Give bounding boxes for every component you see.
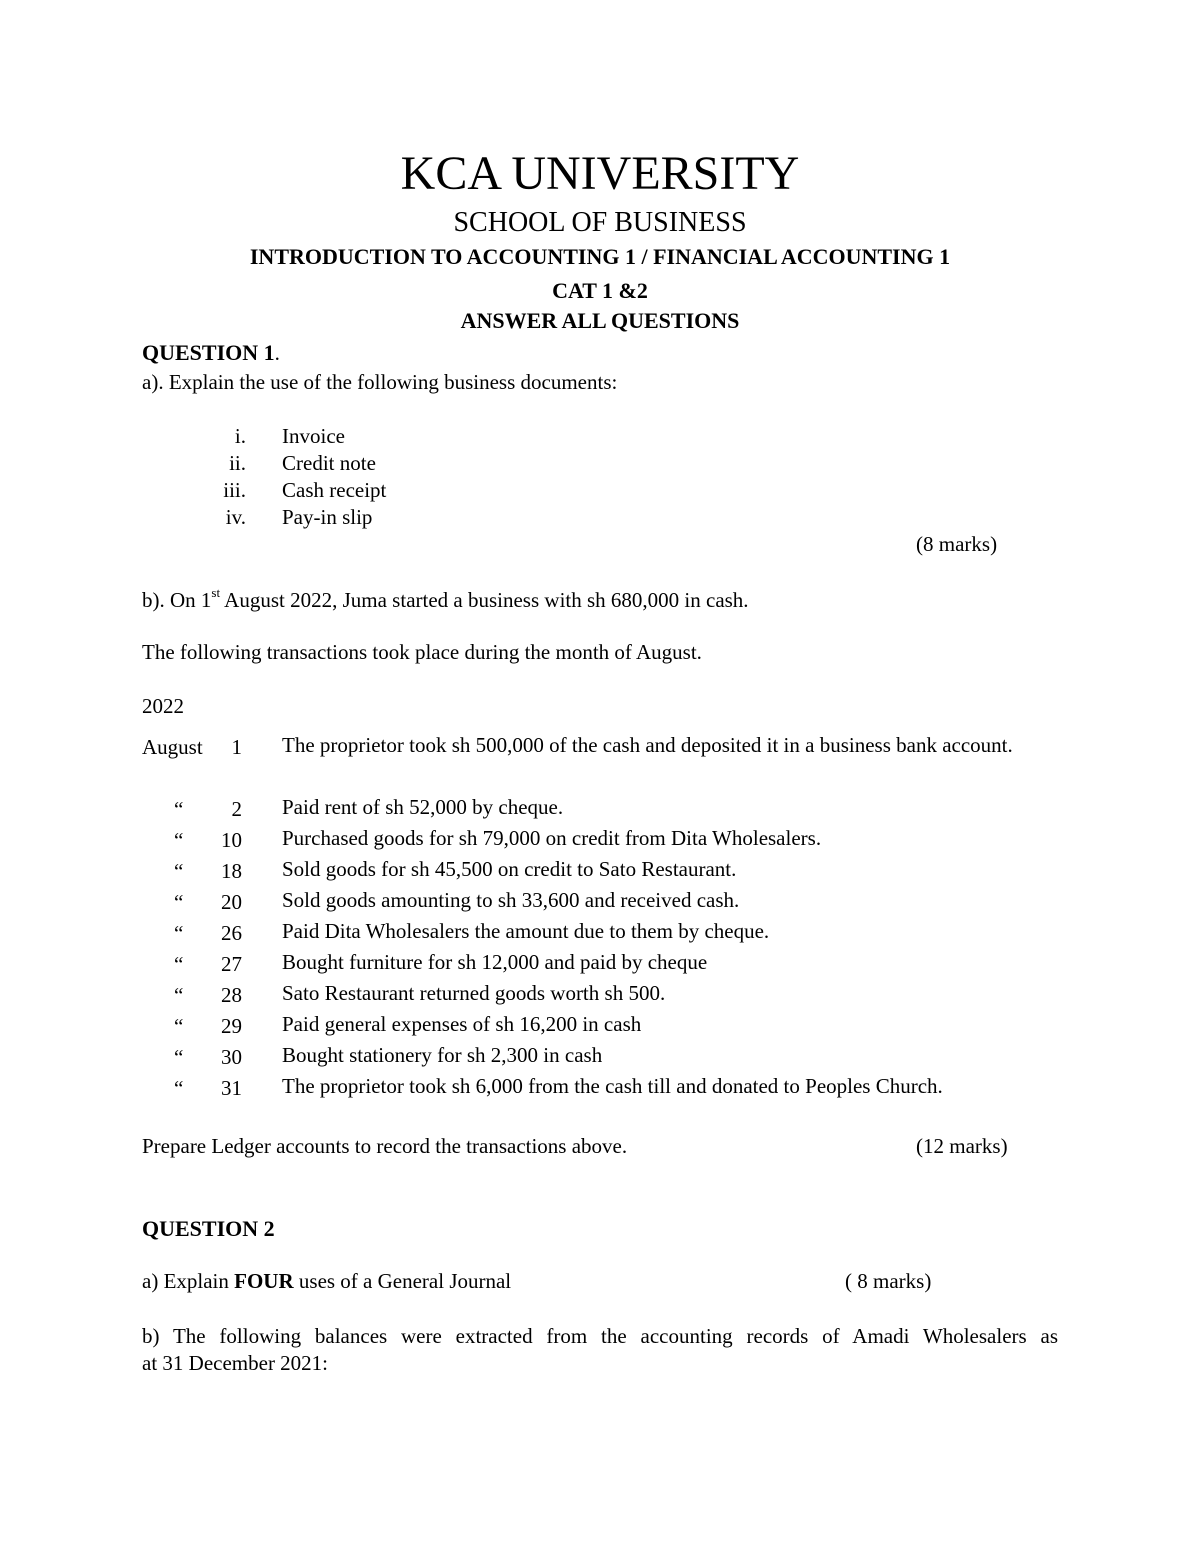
transaction-month: “ xyxy=(174,859,184,883)
question-2-title: QUESTION 2 xyxy=(142,1216,275,1241)
transaction-day: 2 xyxy=(231,797,242,821)
university-title: KCA UNIVERSITY xyxy=(400,147,800,200)
transaction-day: 31 xyxy=(221,1076,242,1100)
transaction-day: 30 xyxy=(221,1045,242,1069)
transaction-day: 28 xyxy=(221,983,242,1007)
transaction-month: “ xyxy=(174,797,184,821)
list-item-number: i. xyxy=(234,424,246,448)
instruction-title: ANSWER ALL QUESTIONS xyxy=(460,308,740,333)
transaction-month: “ xyxy=(174,890,184,914)
list-item-label: Credit note xyxy=(282,451,376,475)
question-1b-text xyxy=(142,587,749,613)
question-1b-marks: (12 marks) xyxy=(916,1134,1008,1158)
list-item-label: Pay-in slip xyxy=(282,505,373,529)
question-1a-text: a). Explain the use of the following business documents: xyxy=(142,370,618,394)
transaction-description: Paid Dita Wholesalers the amount due to them by cheque. xyxy=(282,919,770,943)
transaction-day: 1 xyxy=(231,735,242,759)
transaction-day: 27 xyxy=(221,952,242,976)
transaction-day: 29 xyxy=(221,1014,242,1038)
question-1b-superscript: st xyxy=(211,585,221,600)
list-item-number: ii. xyxy=(229,451,246,475)
transaction-day: 20 xyxy=(221,890,242,914)
transaction-month: “ xyxy=(174,1076,184,1100)
course-title: INTRODUCTION TO ACCOUNTING 1 / FINANCIAL ACCOUNTING 1 xyxy=(249,244,951,269)
cat-title: CAT 1 &2 xyxy=(552,278,648,303)
transaction-day: 18 xyxy=(221,859,242,883)
question-2b-line-2: at 31 December 2021: xyxy=(142,1351,329,1375)
question-2a-emphasis: FOUR xyxy=(234,1269,294,1293)
transaction-month: “ xyxy=(174,1014,184,1038)
transaction-description: Purchased goods for sh 79,000 on credit from Dita Wholesalers. xyxy=(282,826,822,850)
transaction-description: Paid rent of sh 52,000 by cheque. xyxy=(282,795,564,819)
transaction-month: August xyxy=(142,735,203,759)
question-1-title: QUESTION 1 xyxy=(142,340,275,365)
transaction-month: “ xyxy=(174,952,184,976)
list-item-number: iii. xyxy=(223,478,246,502)
transaction-day: 26 xyxy=(221,921,242,945)
transaction-description: Sold goods for sh 45,500 on credit to Sato Restaurant. xyxy=(282,857,737,881)
question-1b-prefix: b). On 1 xyxy=(142,588,212,612)
question-2a-marks: ( 8 marks) xyxy=(845,1269,932,1293)
transaction-description: Sold goods amounting to sh 33,600 and received cash. xyxy=(282,888,740,912)
transaction-month: “ xyxy=(174,983,184,1007)
transaction-month: “ xyxy=(174,828,184,852)
question-2b-line-1: b) The following balances were extracted from the accounting records of Amadi Wholesalers as xyxy=(142,1324,1058,1348)
question-1b-suffix: August 2022, Juma started a business with sh 680,000 in cash. xyxy=(220,588,749,612)
question-1-heading xyxy=(142,340,280,366)
transaction-description: Paid general expenses of sh 16,200 in cash xyxy=(282,1012,642,1036)
table-row xyxy=(142,1076,1042,1107)
table-row xyxy=(142,735,1042,797)
transactions-intro: The following transactions took place during the month of August. xyxy=(142,640,702,664)
question-2a-prefix: a) Explain xyxy=(142,1269,235,1293)
transaction-month: “ xyxy=(174,921,184,945)
question-1a-marks: (8 marks) xyxy=(916,532,998,556)
transaction-description: The proprietor took sh 6,000 from the cash till and donated to Peoples Church. xyxy=(282,1074,943,1098)
school-title: SCHOOL OF BUSINESS xyxy=(453,207,747,238)
transaction-month: “ xyxy=(174,1045,184,1069)
list-item-label: Cash receipt xyxy=(282,478,387,502)
transaction-day: 10 xyxy=(221,828,242,852)
transaction-description: Bought stationery for sh 2,300 in cash xyxy=(282,1043,603,1067)
transaction-description: Bought furniture for sh 12,000 and paid by cheque xyxy=(282,950,708,974)
list-item-number: iv. xyxy=(225,505,246,529)
question-2a-text xyxy=(142,1269,511,1294)
transactions-year: 2022 xyxy=(142,694,184,718)
question-1-title-dot: . xyxy=(274,341,280,365)
transaction-description: The proprietor took sh 500,000 of the cash and deposited it in a business bank account. xyxy=(282,733,1013,757)
question-2a-suffix: uses of a General Journal xyxy=(293,1269,512,1293)
list-item-label: Invoice xyxy=(282,424,345,448)
ledger-instruction: Prepare Ledger accounts to record the transactions above. xyxy=(142,1134,628,1158)
transaction-description: Sato Restaurant returned goods worth sh 500. xyxy=(282,981,666,1005)
